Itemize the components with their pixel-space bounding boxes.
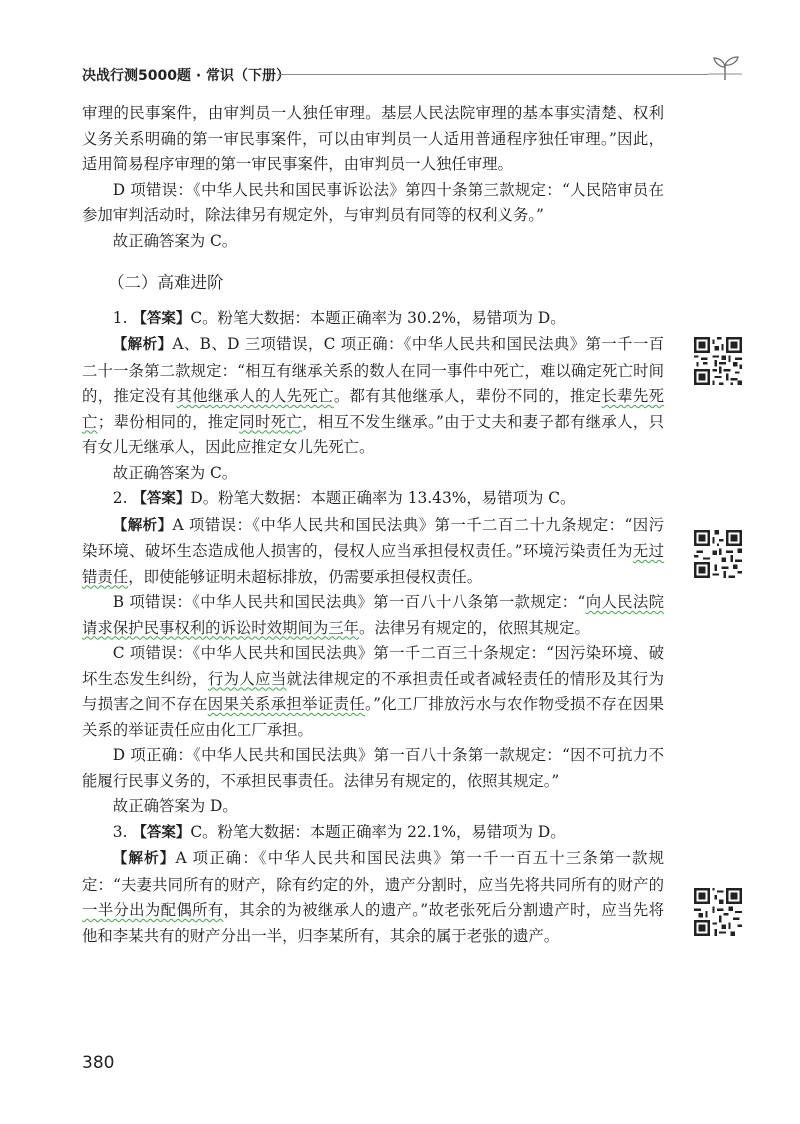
q3-number: 3.	[112, 822, 128, 841]
q1-analysis-text: A、B、D 三项错误，C 项正确：《中华人民共和国民法典》第一千一百二十一条第二款规定：“相互有继承关系的数人在同一事件中死亡，难以确定死亡时间的，推定没有	[82, 335, 664, 405]
q2-c-mid: 就法律规定的不承担责任或者减轻责任的情形及其行为与损害之间不存在	[82, 669, 664, 713]
book-title: 决战行测5000题 · 常识（下册）	[82, 68, 291, 84]
q2-analysis-d: D 项正确：《中华人民共和国民法典》第一百八十条第一款规定：“因不可抗力不能履行民事义务的，不承担民事责任。法律另有规定的，依照其规定。”	[82, 746, 664, 790]
q3-a-tail: ，其余的为被继承人的遗产。”故老张死后分割遗产时，应当先将他和李某共有的财产分出一半，归李某所有，其余的属于老张的遗产。	[82, 901, 664, 945]
q1-analysis-tag: 【解析】	[112, 337, 173, 353]
q1-answer-line	[82, 306, 664, 333]
q1-conclusion: 故正确答案为 C。	[112, 463, 238, 482]
q2-a-underline: 无过错责任	[82, 542, 664, 586]
q2-analysis-b	[82, 590, 664, 641]
q2-answer-tag: 【答案】	[132, 491, 191, 507]
q2-a-text: A 项错误：《中华人民共和国民法典》第一千二百二十九条规定：“因污染环境、破坏生态造成他人损害的，侵权人应当承担侵权责任。”环境污染责任为	[82, 515, 664, 560]
qr-code-icon	[694, 530, 742, 578]
q3-analysis-tag: 【解析】	[112, 851, 176, 867]
qr-code-1[interactable]	[694, 337, 742, 385]
qr-code-icon	[694, 888, 742, 936]
q1-answer-text: C。粉笔大数据：本题正确率为 30.2%，易错项为 D。	[190, 308, 566, 327]
q3-answer-line	[82, 820, 664, 847]
qr-code-2[interactable]	[694, 530, 742, 578]
q1-analysis-text-c: ；辈份相同的，推定	[97, 412, 240, 431]
q2-number: 2.	[112, 489, 128, 507]
paragraph-continuation: 审理的民事案件，由审判员一人独任审理。基层人民法院审理的基本事实清楚、权利义务关系明确的第一审民事案件，可以由审判员一人适用普通程序独任审理。”因此，适用简易程序审理的第一审民事案件，由审判员一人独任审理。	[82, 104, 664, 173]
q1-underline-2: 长辈先死亡	[82, 387, 664, 431]
paragraph-option-d: D 项错误：《中华人民共和国民事诉讼法》第四十条第三款规定：“人民陪审员在参加审判活动时，除法律另有规定外，与审判员有同等的权利义务。”	[82, 180, 664, 224]
q2-answer-text: D。粉笔大数据：本题正确率为 13.43%，易错项为 C。	[190, 489, 576, 507]
q2-c-underline-1: 行为人应当	[207, 669, 287, 688]
q3-answer-text: C。粉笔大数据：本题正确率为 22.1%，易错项为 D。	[190, 822, 566, 841]
q2-c-text: C 项错误：《中华人民共和国民法典》第一千二百三十条规定：“因污染环境、破坏生态发生纠纷，	[82, 644, 664, 688]
q2-analysis-a	[82, 513, 664, 591]
page-content	[82, 101, 664, 949]
q2-b-text: B 项错误：《中华人民共和国民法典》第一百八十八条第一款规定：“	[112, 593, 586, 611]
q2-c-tail: 。”化工厂排放污水与农作物受损不存在因果关系的举证责任应由化工厂承担。	[82, 695, 664, 739]
page-number: 380	[82, 1053, 115, 1073]
q2-a-tail: ，即使能够证明未超标排放，仍需要承担侵权责任。	[128, 567, 483, 586]
q3-a-text: A 项正确：《中华人民共和国民法典》第一千一百五十三条第一款规定：“夫妻共同所有的财产，除有约定的外，遗产分割时，应当先将共同所有的财产的	[82, 849, 665, 894]
q3-a-underline: 一半分出为配偶所有	[82, 901, 224, 919]
sprout-icon	[708, 50, 742, 84]
q2-b-tail: 。法律另有规定的，依照其规定。	[359, 618, 590, 637]
q2-analysis-c	[82, 641, 664, 743]
q2-b-underline: 向人民法院请求保护民事权利的诉讼时效期间为三年	[82, 593, 664, 637]
q1-analysis-text-b: 。都有其他继承人，辈份不同的，推定	[333, 387, 602, 405]
header-rule	[278, 74, 708, 75]
q2-answer-line	[82, 486, 664, 513]
q2-c-underline-2: 因果关系承担举证责任	[207, 695, 366, 713]
qr-code-icon	[694, 337, 742, 385]
q1-underline-1: 其他继承人的人先死亡	[176, 387, 334, 405]
q1-answer-tag: 【答案】	[132, 310, 191, 327]
q3-analysis-a	[82, 846, 664, 949]
q1-analysis-text-d: ，相互不发生继承。”由于丈夫和妻子都有继承人，只有女儿无继承人，因此应推定女儿先死亡。	[82, 412, 664, 456]
section-title: （二）高难进阶	[108, 273, 224, 292]
q1-analysis	[82, 332, 664, 461]
q2-conclusion: 故正确答案为 D。	[112, 797, 238, 815]
qr-code-3[interactable]	[694, 888, 742, 936]
q2-analysis-tag: 【解析】	[112, 517, 173, 534]
q1-number: 1.	[112, 308, 128, 327]
paragraph-conclusion: 故正确答案为 C。	[112, 231, 238, 250]
q3-answer-tag: 【答案】	[132, 824, 191, 841]
q1-underline-3: 同时死亡	[239, 412, 303, 431]
page-header	[82, 62, 742, 86]
